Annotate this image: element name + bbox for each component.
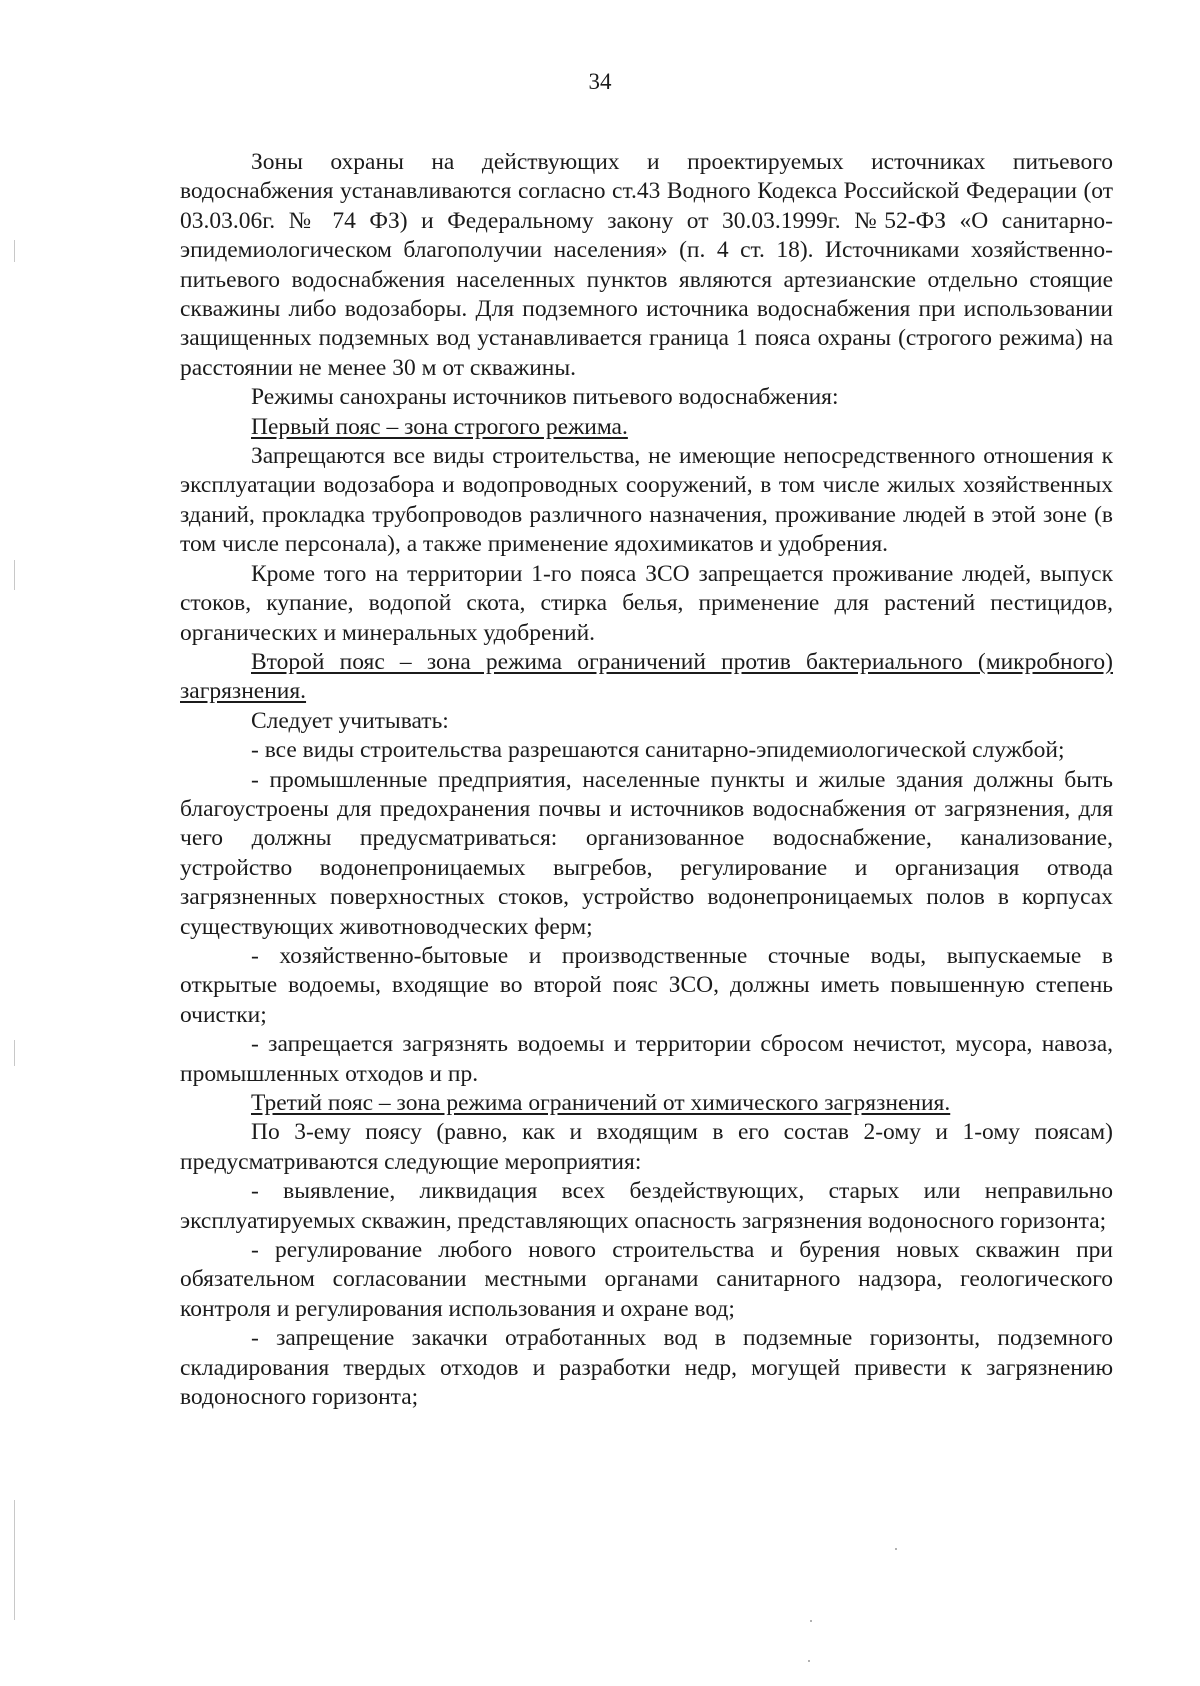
paragraph-first-belt-prohibitions: Запрещаются все виды строительства, не имеющие непосредственного отношения к эксплуатации водозабора и водопроводных сооружений, в том числе жилых хозяйственных зданий, прокладка трубопроводов различного назначения, проживание людей в этой зоне (в том числе персонала), а также применение ядохимикатов и удобрения. — [180, 443, 1113, 558]
paragraph-second-belt-heading — [180, 648, 1113, 707]
third-belt-heading: Третий пояс – зона режима ограничений от химического загрязнения. — [251, 1090, 951, 1116]
list-item: - промышленные предприятия, населенные пункты и жилые здания должны быть благоустроены для предохранения почвы и источников водоснабжения от загрязнения, для чего должны предусматриваться: организованное водоснабжение, канализование, устройство водонепроницаемых выгребов, регулирование и организация отвода загрязненных поверхностных стоков, устройство водонепроницаемых полов в корпусах существующих животноводческих ферм; — [180, 766, 1113, 940]
scan-margin-mark — [14, 560, 15, 590]
scan-margin-mark — [14, 240, 15, 262]
page-number: 34 — [588, 69, 612, 94]
list-item: - регулирование любого нового строительства и бурения новых скважин при обязательном согласовании местными органами санитарного надзора, геологического контроля и регулирования использования и охране вод; — [180, 1237, 1113, 1322]
paragraph-first-belt-heading — [180, 413, 1113, 442]
list-item: - запрещается загрязнять водоемы и территории сбросом нечистот, мусора, навоза, промышленных отходов и пр. — [180, 1031, 1113, 1087]
scan-speck — [895, 1548, 897, 1550]
list-item: - все виды строительства разрешаются санитарно-эпидемиологической службой; — [251, 737, 1065, 764]
paragraph-first-belt-additional: Кроме того на территории 1-го пояса ЗСО запрещается проживание людей, выпуск стоков, купание, водопой скота, стирка белья, применение для растений пестицидов, органических и минеральных удобрений. — [180, 560, 1113, 646]
list-item: - запрещение закачки отработанных вод в подземные горизонты, подземного складирования твердых отходов и разработки недр, могущей привести к загрязнению водоносного горизонта; — [180, 1325, 1113, 1411]
scan-margin-mark — [14, 1500, 15, 1620]
scan-speck — [810, 1620, 812, 1622]
list-item: - выявление, ликвидация всех бездействующих, старых или неправильно эксплуатируемых скважин, представляющих опасность загрязнения водоносного горизонта; — [180, 1178, 1113, 1234]
list-item: - хозяйственно-бытовые и производственные сточные воды, выпускаемые в открытые водоемы, входящие во второй пояс ЗСО, должны иметь повышенную степень очистки; — [180, 942, 1113, 1028]
paragraph-intro: Зоны охраны на действующих и проектируемых источниках питьевого водоснабжения устанавливаются согласно ст.43 Водного Кодекса Российской Федерации (от 03.03.06г. № 74 ФЗ) и Федеральному закону от 30.03.1999г. №52-ФЗ «О санитарно-эпидемиологическом благополучии населения» (п. 4 ст. 18). Источниками хозяйственно-питьевого водоснабжения населенных пунктов являются артезианские отдельно стоящие скважины либо водозаборы. Для подземного источника водоснабжения при использовании защищенных подземных вод устанавливается граница 1 пояса охраны (строгого режима) на расстоянии не менее 30 м от скважины. — [180, 149, 1113, 381]
paragraph-third-belt-heading — [180, 1089, 1113, 1118]
paragraph-consider: Следует учитывать: — [251, 707, 449, 734]
paragraph-regimes-title: Режимы санохраны источников питьевого водоснабжения: — [251, 384, 839, 411]
scan-speck — [808, 1660, 810, 1662]
document-body — [180, 148, 1113, 1412]
second-belt-heading: Второй пояс – зона режима ограничений против бактериального (микробного) загрязнения. — [180, 648, 1113, 705]
scan-margin-mark — [14, 1040, 15, 1066]
first-belt-heading: Первый пояс – зона строгого режима. — [251, 413, 628, 440]
paragraph-third-belt-measures: По 3-ему поясу (равно, как и входящим в его состав 2-ому и 1-ому поясам) предусматриваются следующие мероприятия: — [180, 1119, 1113, 1175]
